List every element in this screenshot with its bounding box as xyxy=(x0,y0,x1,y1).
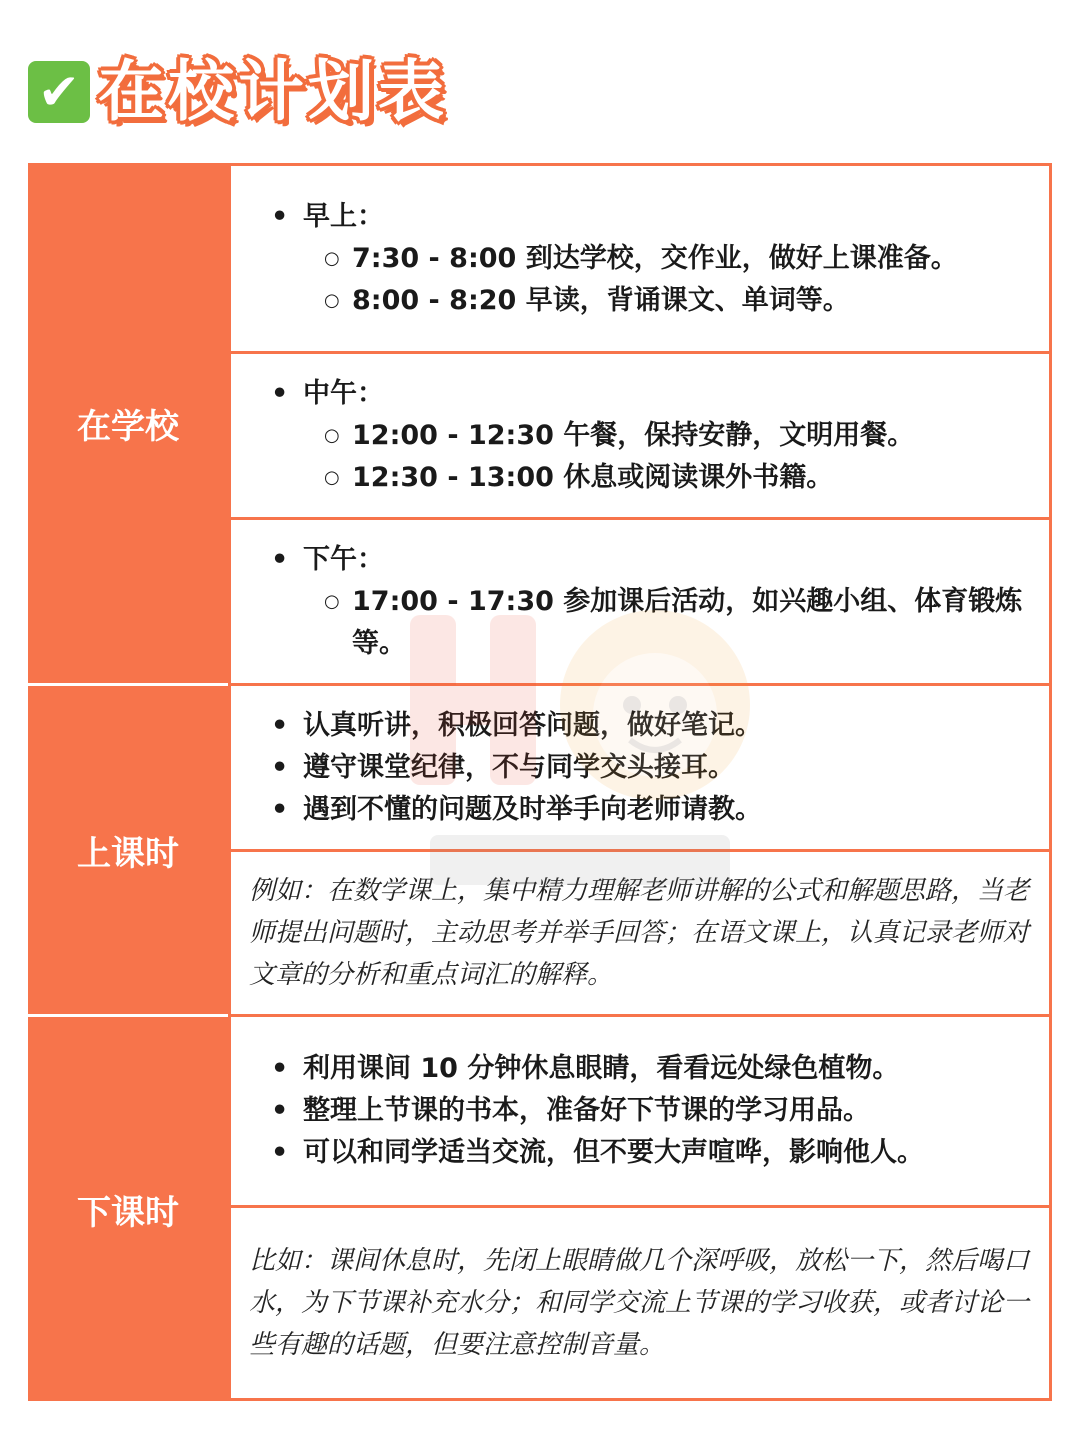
cell-class-rules xyxy=(228,683,1052,852)
checkmark-icon: ✔ xyxy=(28,61,90,123)
class-example-text: 例如：在数学课上，集中精力理解老师讲解的公式和解题思路，当老师提出问题时，主动思考并举手回答；在语文课上，认真记录老师对文章的分析和重点词汇的解释。 xyxy=(249,876,1030,990)
cell-morning xyxy=(228,163,1052,354)
schedule-table xyxy=(28,163,1052,1401)
class-rule: • 遇到不懂的问题及时举手向老师请教。 xyxy=(271,789,1031,831)
afternoon-item: ○ 17:00 - 17:30 参加课后活动，如兴趣小组、体育锻炼等。 xyxy=(271,581,1031,665)
cell-afternoon xyxy=(228,517,1052,686)
morning-heading: • 早上： xyxy=(271,196,1031,238)
noon-heading: • 中午： xyxy=(271,373,1031,415)
class-rule: • 认真听讲，积极回答问题，做好笔记。 xyxy=(271,705,1031,747)
break-rule: • 利用课间 10 分钟休息眼睛，看看远处绿色植物。 xyxy=(271,1048,1031,1090)
cell-break-rules xyxy=(228,1014,1052,1208)
noon-item: ○ 12:30 - 13:00 休息或阅读课外书籍。 xyxy=(271,457,1031,499)
page-header xyxy=(28,50,448,134)
cell-noon xyxy=(228,351,1052,520)
section-label-school: 在学校 xyxy=(28,163,228,686)
class-rule: • 遵守课堂纪律，不与同学交头接耳。 xyxy=(271,747,1031,789)
section-label-class: 上课时 xyxy=(28,686,228,1017)
morning-item: ○ 7:30 - 8:00 到达学校，交作业，做好上课准备。 xyxy=(271,238,1031,280)
afternoon-heading: • 下午： xyxy=(271,539,1031,581)
section-label-break: 下课时 xyxy=(28,1017,228,1401)
page-title: 在校计划表 xyxy=(98,53,448,130)
cell-class-example xyxy=(228,849,1052,1017)
break-rule: • 整理上节课的书本，准备好下节课的学习用品。 xyxy=(271,1090,1031,1132)
noon-item: ○ 12:00 - 12:30 午餐，保持安静，文明用餐。 xyxy=(271,415,1031,457)
cell-break-example xyxy=(228,1205,1052,1401)
morning-item: ○ 8:00 - 8:20 早读，背诵课文、单词等。 xyxy=(271,280,1031,322)
break-example-text: 比如：课间休息时，先闭上眼睛做几个深呼吸，放松一下，然后喝口水，为下节课补充水分；和同学交流上节课的学习收获，或者讨论一些有趣的话题，但要注意控制音量。 xyxy=(249,1246,1030,1360)
break-rule: • 可以和同学适当交流，但不要大声喧哗，影响他人。 xyxy=(271,1132,1031,1174)
